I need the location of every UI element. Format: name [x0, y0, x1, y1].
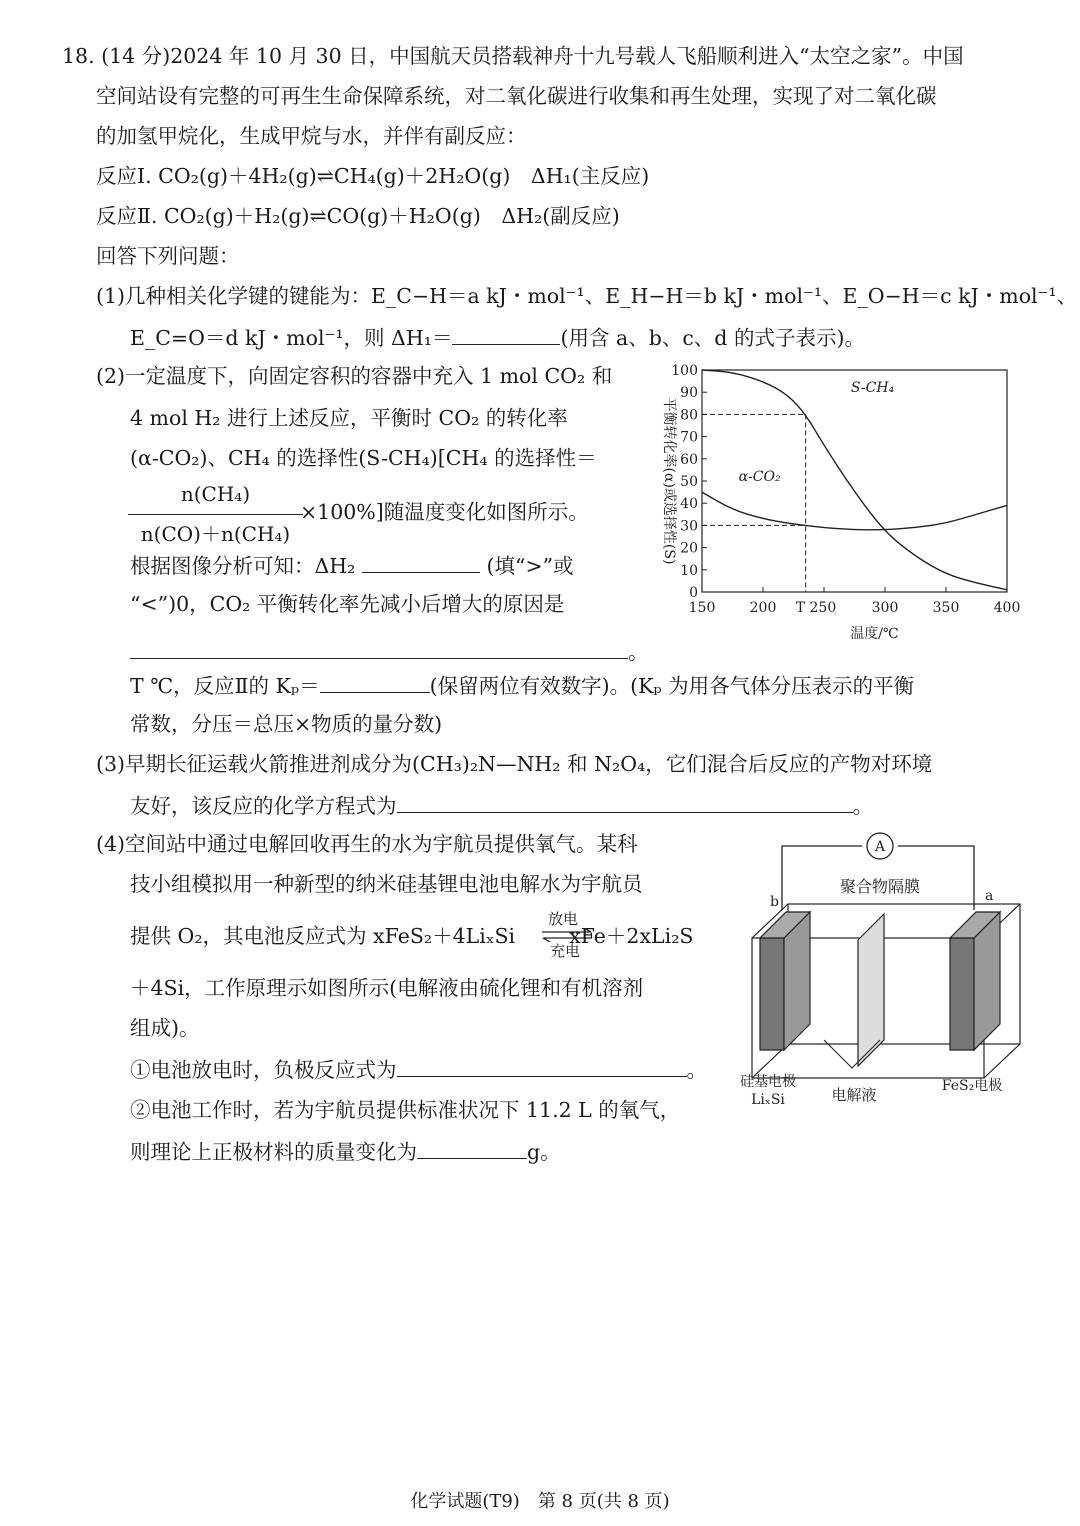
series-label-s-ch4: S-CH₄	[850, 380, 895, 397]
right-electrode	[950, 912, 1000, 1050]
battery-cell-diagram	[730, 828, 1030, 1118]
x-tick-label: 350	[932, 600, 960, 616]
x-tick-label: 400	[993, 600, 1021, 616]
part4-sub-3a: 则理论上正极材料的质量变化为	[130, 1140, 417, 1164]
part2-line-8a: T ℃，反应Ⅱ的 Kₚ＝	[130, 674, 320, 698]
part2-line-7-end: 。	[628, 640, 649, 664]
y-tick-label: 30	[680, 518, 698, 535]
equilibrium-chart	[645, 360, 1045, 650]
fraction-numerator: n(CH₄)	[180, 482, 251, 506]
part4-sub-1b: 。	[686, 1058, 707, 1082]
part4-line-5: 组成)。	[130, 1016, 200, 1040]
x-tick-label: T 250	[795, 600, 837, 616]
part3-line-2	[130, 790, 873, 820]
reaction-1: 反应Ⅰ. CO₂(g)＋4H₂(g)⇌CH₄(g)＋2H₂O(g) ΔH₁(主反应)	[96, 164, 650, 188]
page-footer: 化学试题(T9) 第 8 页(共 8 页)	[410, 1491, 670, 1512]
part3-line-2b: 。	[852, 794, 873, 818]
part4-sub-3b: g。	[527, 1140, 561, 1164]
left-electrode-sublabel: LiₓSi	[751, 1092, 785, 1108]
x-tick-label: 200	[749, 600, 777, 616]
series-line-1	[702, 492, 1007, 530]
part4-line-2: 技小组模拟用一种新型的纳米硅基锂电池电解水为宇航员	[130, 872, 643, 896]
part2-line-7	[130, 636, 649, 666]
part4-sub-3	[130, 1136, 561, 1166]
part4-line-3a: 提供 O₂，其电池反应式为 xFeS₂＋4LiₓSi	[130, 924, 516, 948]
ammeter-label: A	[874, 839, 886, 855]
part4-sub-1a: ①电池放电时，负极反应式为	[130, 1058, 397, 1082]
part2-line-3: (α-CO₂)、CH₄ 的选择性(S-CH₄)[CH₄ 的选择性＝	[130, 446, 597, 470]
part2-line-5a: 根据图像分析可知：ΔH₂	[130, 554, 356, 578]
y-tick-label: 60	[680, 451, 698, 468]
membrane-label: 聚合物隔膜	[839, 877, 921, 896]
part2-line-6: “<”)0，CO₂ 平衡转化率先减小后增大的原因是	[130, 592, 565, 616]
answer-prompt: 回答下列问题：	[96, 244, 240, 268]
y-tick-label: 70	[680, 429, 698, 446]
question-line-1: 18. (14 分)2024 年 10 月 30 日，中国航天员搭载神舟十九号载人飞船顺利进入“太空之家”。中国	[62, 44, 964, 68]
selectivity-fraction	[128, 482, 303, 548]
left-electrode	[760, 912, 810, 1050]
y-tick-label: 40	[680, 496, 698, 513]
part2-line-8	[130, 670, 914, 700]
electrode-label-b: b	[770, 894, 779, 910]
part2-line-2: 4 mol H₂ 进行上述反应，平衡时 CO₂ 的转化率	[130, 406, 568, 430]
fraction-bar	[128, 514, 303, 515]
answer-blank-kp[interactable]	[320, 670, 430, 693]
part2-line-5b: (填“>”或	[486, 554, 574, 578]
answer-blank-dh1[interactable]	[452, 322, 560, 345]
answer-blank-anode[interactable]	[397, 1054, 687, 1077]
x-axis-label: 温度/℃	[850, 626, 899, 642]
y-tick-label: 50	[680, 474, 698, 490]
part2-line-5	[130, 550, 574, 580]
fraction-denominator: n(CO)＋n(CH₄)	[140, 522, 291, 546]
answer-blank-dh2-sign[interactable]	[362, 550, 480, 573]
part4-line-1: (4)空间站中通过电解回收再生的水为宇航员提供氧气。某科	[96, 832, 638, 856]
part4-line-4: ＋4Si，工作原理示如图所示(电解液由硫化锂和有机溶剂	[130, 976, 644, 1000]
y-tick-label: 100	[671, 363, 698, 379]
part4-sub-1	[130, 1054, 707, 1084]
part1-line-1: (1)几种相关化学键的键能为：E_C−H＝a kJ・mol⁻¹、E_H−H＝b kJ・mol⁻¹、E_O−H＝c kJ・mol⁻¹、	[96, 284, 1078, 308]
part2-line-8b: (保留两位有效数字)。(Kₚ 为用各气体分压表示的平衡	[429, 674, 915, 698]
answer-blank-equation[interactable]	[397, 790, 853, 813]
part2-line-4-tail: ×100%]随温度变化如图所示。	[300, 500, 589, 524]
part4-sub-2: ②电池工作时，若为宇航员提供标准状况下 11.2 L 的氧气，	[130, 1098, 681, 1122]
part1-line-2b: (用含 a、b、c、d 的式子表示)。	[560, 326, 865, 350]
y-tick-label: 0	[689, 585, 698, 601]
y-tick-label: 80	[680, 407, 698, 424]
part1-line-2	[130, 322, 865, 352]
y-tick-label: 20	[680, 540, 698, 557]
x-tick-label: 300	[871, 600, 899, 616]
left-electrode-label: 硅基电极	[740, 1074, 796, 1090]
y-tick-label: 90	[680, 385, 698, 402]
answer-blank-reason[interactable]	[130, 636, 628, 659]
electrolyte-label: 电解液	[831, 1086, 877, 1104]
part2-line-9: 常数，分压＝总压×物质的量分数)	[130, 712, 443, 736]
part4-line-3b: xFe＋2xLi₂S	[569, 924, 694, 948]
series-label-alpha-co2: α-CO₂	[738, 469, 781, 485]
answer-blank-mass[interactable]	[417, 1136, 527, 1159]
arrow-top-label: 放电	[548, 910, 579, 928]
part3-line-1: (3)早期长征运载火箭推进剂成分为(CH₃)₂N—NH₂ 和 N₂O₄，它们混合后反应的产物对环境	[96, 752, 933, 776]
arrow-bottom-label: 充电	[550, 942, 581, 960]
question-line-3: 的加氢甲烷化，生成甲烷与水，并伴有副反应：	[96, 124, 527, 148]
part4-line-3	[130, 922, 693, 950]
reaction-2: 反应Ⅱ. CO₂(g)＋H₂(g)⇌CO(g)＋H₂O(g) ΔH₂(副反应)	[96, 204, 620, 228]
y-axis-label: 平衡转化率(α)或选择性(S)	[661, 397, 677, 565]
x-tick-label: 150	[688, 600, 716, 616]
part3-line-2a: 友好，该反应的化学方程式为	[130, 794, 397, 818]
polymer-membrane	[858, 914, 884, 1066]
electrode-label-a: a	[985, 888, 994, 904]
part1-line-2a: E_C=O＝d kJ・mol⁻¹，则 ΔH₁＝	[130, 326, 453, 350]
y-tick-label: 10	[680, 562, 698, 579]
right-electrode-label: FeS₂电极	[941, 1078, 1003, 1094]
question-line-2: 空间站设有完整的可再生生命保障系统，对二氧化碳进行收集和再生处理，实现了对二氧化碳	[96, 84, 937, 108]
part2-line-1: (2)一定温度下，向固定容积的容器中充入 1 mol CO₂ 和	[96, 364, 613, 388]
